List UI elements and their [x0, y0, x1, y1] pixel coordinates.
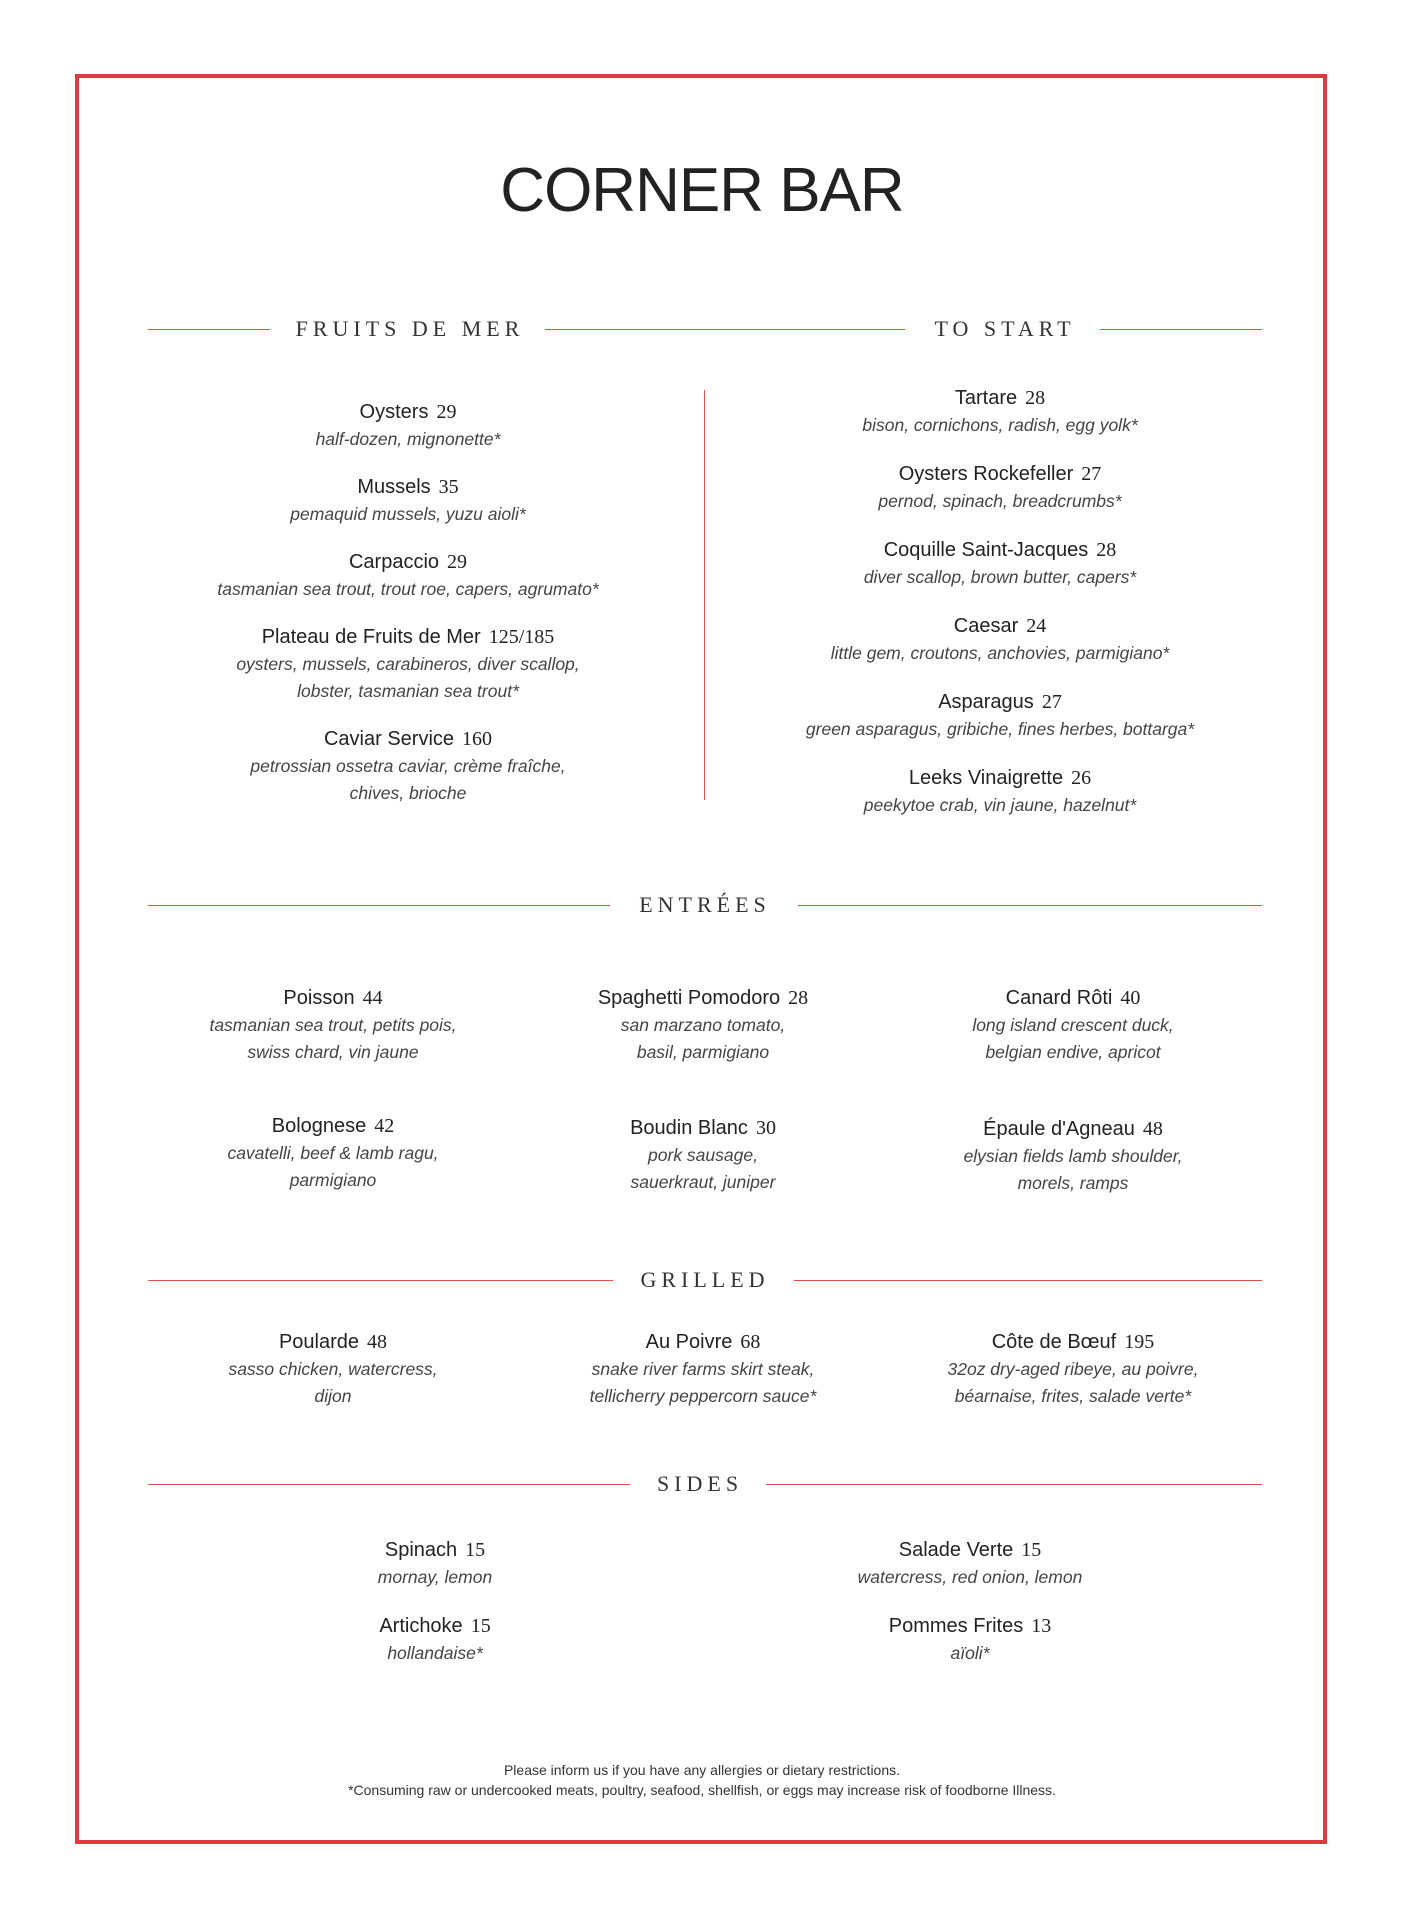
menu-item [148, 984, 518, 1066]
menu-item [740, 688, 1260, 743]
item-name: Poisson [283, 987, 355, 1009]
item-description: lobster, tasmanian sea trout* [297, 681, 519, 701]
item-description: long island crescent duck, [972, 1015, 1174, 1035]
item-description: aïoli* [950, 1643, 990, 1663]
item-price: 15 [1021, 1539, 1042, 1561]
item-name: Carpaccio [348, 551, 440, 573]
item-price: 29 [436, 401, 457, 423]
item-description: swiss chard, vin jaune [247, 1042, 419, 1062]
item-price: 15 [465, 1539, 486, 1561]
item-name: Caesar [953, 615, 1019, 637]
section-heading-entrees: ENTRÉES [639, 892, 771, 917]
item-name: Spinach [384, 1539, 458, 1561]
item-price: 160 [462, 728, 493, 750]
item-description: bison, cornichons, radish, egg yolk* [862, 415, 1138, 435]
item-price: 195 [1124, 1331, 1155, 1353]
item-name: Asparagus [938, 691, 1034, 713]
menu-item [740, 764, 1260, 819]
item-name: Côte de Bœuf [991, 1331, 1117, 1353]
allergy-notice: Please inform us if you have any allergies or dietary restrictions. [503, 1762, 901, 1778]
item-name: Artichoke [379, 1615, 463, 1637]
divider [798, 905, 1262, 906]
item-description: little gem, croutons, anchovies, parmigiano* [830, 643, 1170, 663]
menu-item [148, 398, 668, 453]
item-price: 29 [447, 551, 468, 573]
section-heading-sides: SIDES [656, 1471, 744, 1496]
menu-item [820, 1536, 1120, 1591]
item-description: 32oz dry-aged ribeye, au poivre, [947, 1359, 1199, 1379]
item-price: 26 [1071, 767, 1092, 789]
item-description: half-dozen, mignonette* [315, 429, 501, 449]
item-name: Salade Verte [898, 1539, 1014, 1561]
item-name: Tartare [954, 387, 1018, 409]
item-description: sasso chicken, watercress, [228, 1359, 438, 1379]
item-description: tellicherry peppercorn sauce* [589, 1386, 817, 1406]
item-description: elysian fields lamb shoulder, [963, 1146, 1183, 1166]
item-description: belgian endive, apricot [985, 1042, 1161, 1062]
menu-item [285, 1612, 585, 1667]
item-price: 40 [1120, 987, 1141, 1009]
fruits-de-mer-list [148, 398, 668, 807]
item-description: parmigiano [289, 1170, 377, 1190]
section-heading-grilled: GRILLED [640, 1267, 770, 1292]
menu-item [740, 536, 1260, 591]
item-description: morels, ramps [1017, 1173, 1129, 1193]
item-description: petrossian ossetra caviar, crème fraîche, [250, 756, 566, 776]
divider [148, 1484, 630, 1485]
menu-item [148, 1112, 518, 1194]
menu-item [148, 1328, 518, 1410]
menu-item [285, 1536, 585, 1591]
item-price: 28 [1025, 387, 1046, 409]
menu-item [740, 612, 1260, 667]
item-description: watercress, red onion, lemon [857, 1567, 1083, 1587]
item-description: mornay, lemon [377, 1567, 493, 1587]
menu-item [820, 1612, 1120, 1667]
item-name: Caviar Service [323, 728, 455, 750]
sides-right-list [820, 1536, 1120, 1667]
menu-border [75, 74, 1327, 1844]
item-description: san marzano tomato, [620, 1015, 786, 1035]
item-description: tasmanian sea trout, petits pois, [209, 1015, 457, 1035]
menu-item [518, 984, 888, 1066]
menu-item [518, 1114, 888, 1196]
menu-item [148, 473, 668, 528]
item-description: dijon [314, 1386, 352, 1406]
menu-item [148, 548, 668, 603]
item-price: 24 [1026, 615, 1047, 637]
item-name: Mussels [357, 476, 431, 498]
divider [148, 1280, 613, 1281]
item-price: 125/185 [488, 626, 555, 648]
menu-item [888, 1328, 1258, 1410]
item-price: 28 [1096, 539, 1117, 561]
to-start-list [740, 384, 1260, 819]
item-price: 28 [788, 987, 809, 1009]
item-name: Spaghetti Pomodoro [597, 987, 781, 1009]
menu-item [148, 623, 668, 705]
menu-item [888, 984, 1258, 1066]
item-description: pork sausage, [648, 1145, 758, 1165]
menu-item [740, 460, 1260, 515]
menu-item [518, 1328, 888, 1410]
item-price: 35 [438, 476, 459, 498]
sides-left-list [285, 1536, 585, 1667]
item-description: chives, brioche [349, 783, 467, 803]
item-price: 48 [1142, 1118, 1163, 1140]
item-description: cavatelli, beef & lamb ragu, [227, 1143, 439, 1163]
item-description: sauerkraut, juniper [630, 1172, 776, 1192]
divider [148, 905, 610, 906]
vertical-divider [704, 390, 705, 800]
item-name: Oysters [359, 401, 429, 423]
item-price: 27 [1041, 691, 1062, 713]
item-description: tasmanian sea trout, trout roe, capers, agrumato* [217, 579, 599, 599]
item-price: 27 [1081, 463, 1102, 485]
divider [545, 329, 905, 330]
menu-item [888, 1115, 1258, 1197]
raw-food-disclaimer: *Consuming raw or undercooked meats, poultry, seafood, shellfish, or eggs may increase risk of foodborne Illness. [348, 1782, 1056, 1798]
item-price: 30 [755, 1117, 776, 1139]
item-description: snake river farms skirt steak, [591, 1359, 815, 1379]
divider [766, 1484, 1262, 1485]
item-name: Au Poivre [645, 1331, 733, 1353]
item-name: Canard Rôti [1005, 987, 1113, 1009]
item-price: 48 [367, 1331, 388, 1353]
item-description: basil, parmigiano [636, 1042, 770, 1062]
item-description: oysters, mussels, carabineros, diver scallop, [236, 654, 580, 674]
divider [794, 1280, 1262, 1281]
item-description: hollandaise* [387, 1643, 483, 1663]
item-name: Boudin Blanc [630, 1117, 748, 1139]
item-name: Épaule d'Agneau [983, 1118, 1135, 1140]
item-name: Bolognese [271, 1115, 367, 1137]
menu-item [148, 725, 668, 807]
item-description: peekytoe crab, vin jaune, hazelnut* [863, 795, 1137, 815]
footer-notice [0, 1760, 1404, 1800]
item-name: Poularde [278, 1331, 360, 1353]
divider [148, 329, 270, 330]
item-description: pemaquid mussels, yuzu aioli* [290, 504, 526, 524]
item-price: 15 [470, 1615, 491, 1637]
item-price: 44 [362, 987, 383, 1009]
section-heading-fruits-de-mer: FRUITS DE MER [295, 316, 525, 341]
item-price: 13 [1031, 1615, 1052, 1637]
divider [1100, 329, 1262, 330]
section-heading-to-start: TO START [934, 316, 1076, 341]
restaurant-title: CORNER BAR [500, 156, 904, 225]
item-description: béarnaise, frites, salade verte* [954, 1386, 1192, 1406]
item-name: Plateau de Fruits de Mer [261, 626, 481, 648]
item-name: Coquille Saint-Jacques [883, 539, 1089, 561]
item-name: Oysters Rockefeller [898, 463, 1074, 485]
item-price: 68 [740, 1331, 761, 1353]
item-name: Leeks Vinaigrette [908, 767, 1064, 789]
item-name: Pommes Frites [888, 1615, 1024, 1637]
item-description: pernod, spinach, breadcrumbs* [878, 491, 1122, 511]
menu-item [740, 384, 1260, 439]
item-price: 42 [374, 1115, 395, 1137]
item-description: green asparagus, gribiche, fines herbes, bottarga* [805, 719, 1195, 739]
item-description: diver scallop, brown butter, capers* [863, 567, 1137, 587]
